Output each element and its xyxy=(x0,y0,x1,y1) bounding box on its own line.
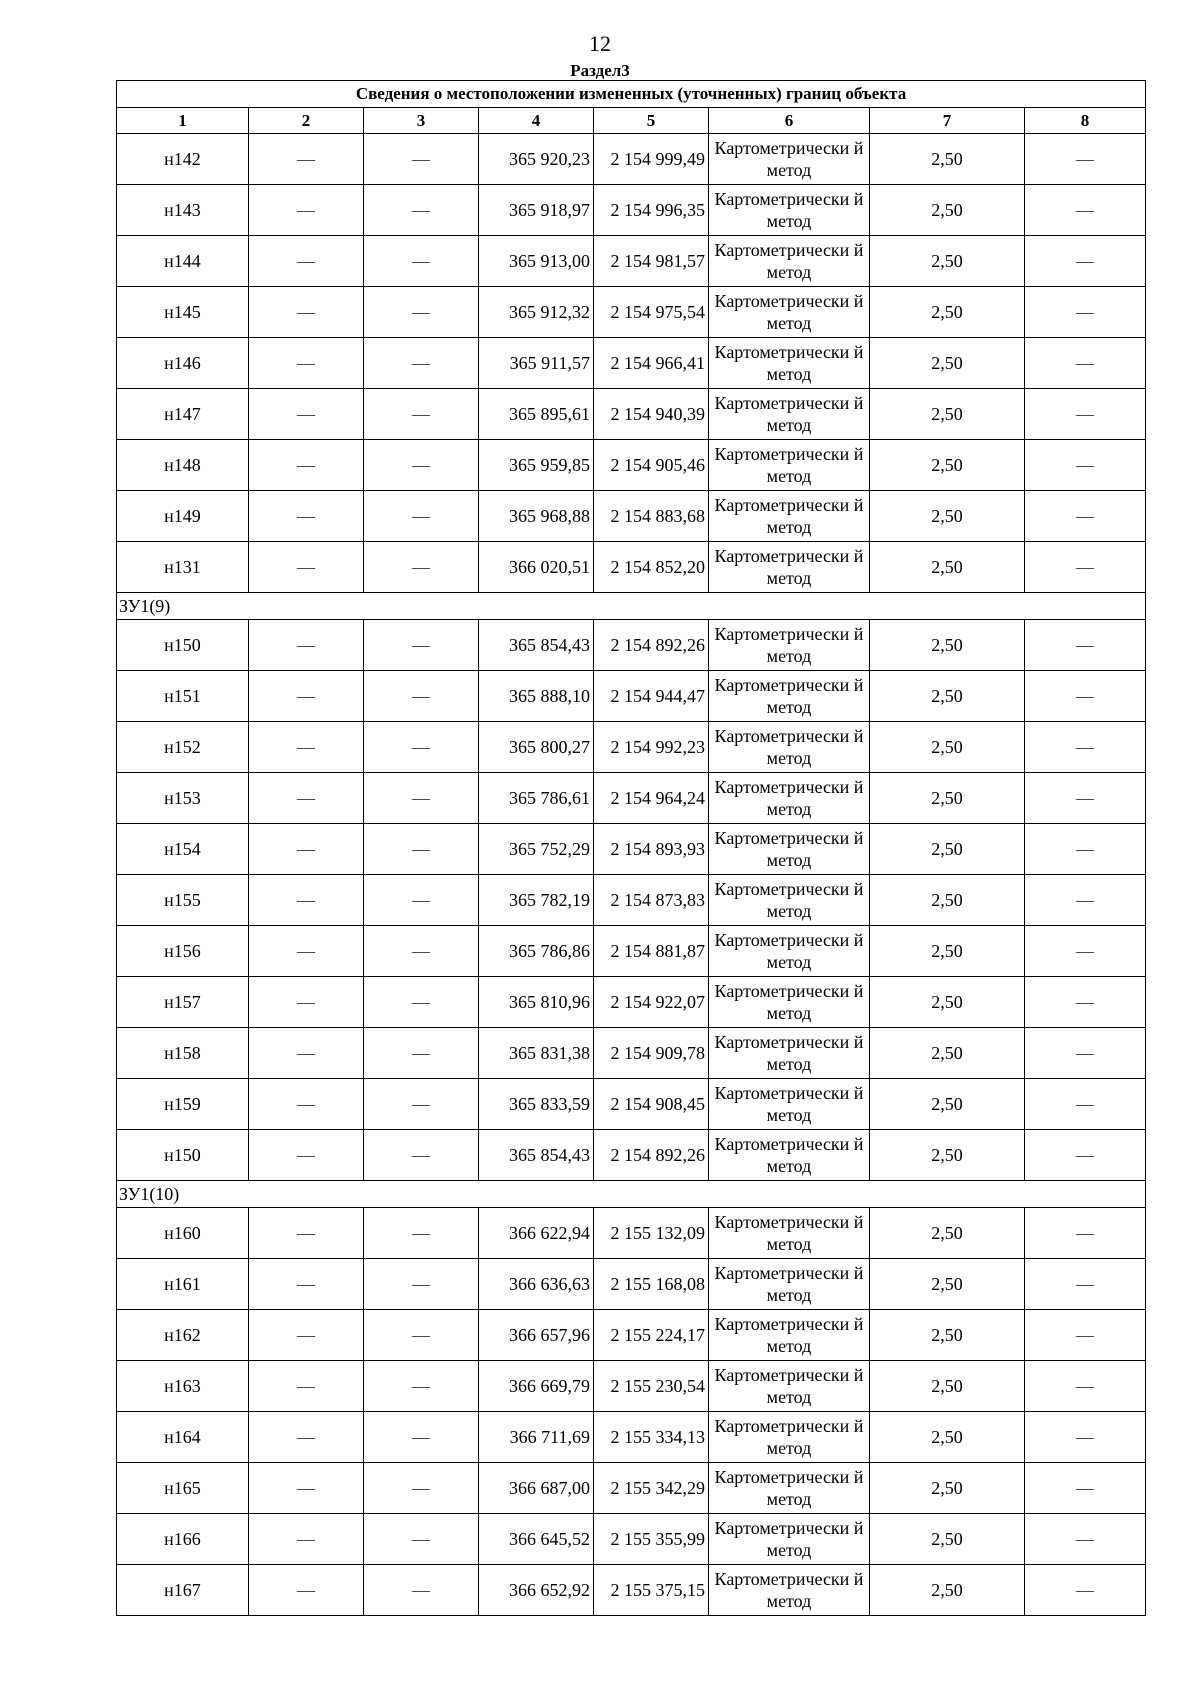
col3-cell: — xyxy=(364,338,479,389)
y-coordinate-cell: 2 154 883,68 xyxy=(594,491,709,542)
x-coordinate-cell: 366 622,94 xyxy=(479,1208,594,1259)
group-label: ЗУ1(10) xyxy=(117,1181,1146,1208)
x-coordinate-cell: 365 854,43 xyxy=(479,1130,594,1181)
col3-cell: — xyxy=(364,1208,479,1259)
col2-cell: — xyxy=(249,977,364,1028)
y-coordinate-cell: 2 154 922,07 xyxy=(594,977,709,1028)
point-id-cell: н144 xyxy=(117,236,249,287)
col3-cell: — xyxy=(364,440,479,491)
col8-cell: — xyxy=(1025,287,1146,338)
table-row xyxy=(117,1463,1146,1514)
x-coordinate-cell: 365 810,96 xyxy=(479,977,594,1028)
table-row xyxy=(117,491,1146,542)
col3-cell: — xyxy=(364,542,479,593)
accuracy-cell: 2,50 xyxy=(870,1412,1025,1463)
y-coordinate-cell: 2 154 981,57 xyxy=(594,236,709,287)
y-coordinate-cell: 2 154 966,41 xyxy=(594,338,709,389)
col8-cell: — xyxy=(1025,824,1146,875)
column-number: 8 xyxy=(1025,108,1146,134)
col3-cell: — xyxy=(364,824,479,875)
col2-cell: — xyxy=(249,1208,364,1259)
y-coordinate-cell: 2 155 375,15 xyxy=(594,1565,709,1616)
x-coordinate-cell: 365 888,10 xyxy=(479,671,594,722)
accuracy-cell: 2,50 xyxy=(870,440,1025,491)
table-row xyxy=(117,542,1146,593)
accuracy-cell: 2,50 xyxy=(870,1130,1025,1181)
col3-cell: — xyxy=(364,722,479,773)
col8-cell: — xyxy=(1025,1412,1146,1463)
method-cell: Картометрически й метод xyxy=(709,977,870,1028)
col3-cell: — xyxy=(364,977,479,1028)
col3-cell: — xyxy=(364,287,479,338)
point-id-cell: н158 xyxy=(117,1028,249,1079)
x-coordinate-cell: 365 782,19 xyxy=(479,875,594,926)
y-coordinate-cell: 2 154 881,87 xyxy=(594,926,709,977)
table-row xyxy=(117,1028,1146,1079)
point-id-cell: н166 xyxy=(117,1514,249,1565)
col8-cell: — xyxy=(1025,1361,1146,1412)
section-label: Раздел3 xyxy=(570,61,630,80)
y-coordinate-cell: 2 154 999,49 xyxy=(594,134,709,185)
col8-cell: — xyxy=(1025,671,1146,722)
method-cell: Картометрически й метод xyxy=(709,1259,870,1310)
group-label: ЗУ1(9) xyxy=(117,593,1146,620)
col8-cell: — xyxy=(1025,236,1146,287)
method-cell: Картометрически й метод xyxy=(709,722,870,773)
accuracy-cell: 2,50 xyxy=(870,1463,1025,1514)
col3-cell: — xyxy=(364,185,479,236)
table-row xyxy=(117,1130,1146,1181)
column-number: 3 xyxy=(364,108,479,134)
x-coordinate-cell: 365 800,27 xyxy=(479,722,594,773)
point-id-cell: н161 xyxy=(117,1259,249,1310)
accuracy-cell: 2,50 xyxy=(870,185,1025,236)
point-id-cell: н147 xyxy=(117,389,249,440)
accuracy-cell: 2,50 xyxy=(870,1208,1025,1259)
col3-cell: — xyxy=(364,1310,479,1361)
x-coordinate-cell: 365 959,85 xyxy=(479,440,594,491)
col2-cell: — xyxy=(249,1130,364,1181)
point-id-cell: н157 xyxy=(117,977,249,1028)
col2-cell: — xyxy=(249,287,364,338)
col2-cell: — xyxy=(249,1361,364,1412)
col8-cell: — xyxy=(1025,338,1146,389)
col3-cell: — xyxy=(364,1259,479,1310)
point-id-cell: н152 xyxy=(117,722,249,773)
method-cell: Картометрически й метод xyxy=(709,338,870,389)
method-cell: Картометрически й метод xyxy=(709,926,870,977)
col2-cell: — xyxy=(249,440,364,491)
point-id-cell: н146 xyxy=(117,338,249,389)
x-coordinate-cell: 366 645,52 xyxy=(479,1514,594,1565)
y-coordinate-cell: 2 155 224,17 xyxy=(594,1310,709,1361)
col2-cell: — xyxy=(249,338,364,389)
column-number: 2 xyxy=(249,108,364,134)
col8-cell: — xyxy=(1025,1079,1146,1130)
y-coordinate-cell: 2 155 230,54 xyxy=(594,1361,709,1412)
accuracy-cell: 2,50 xyxy=(870,542,1025,593)
col2-cell: — xyxy=(249,671,364,722)
col8-cell: — xyxy=(1025,620,1146,671)
method-cell: Картометрически й метод xyxy=(709,1028,870,1079)
col2-cell: — xyxy=(249,1514,364,1565)
col3-cell: — xyxy=(364,134,479,185)
y-coordinate-cell: 2 154 852,20 xyxy=(594,542,709,593)
method-cell: Картометрически й метод xyxy=(709,1412,870,1463)
col3-cell: — xyxy=(364,1361,479,1412)
y-coordinate-cell: 2 155 342,29 xyxy=(594,1463,709,1514)
point-id-cell: н164 xyxy=(117,1412,249,1463)
column-number: 4 xyxy=(479,108,594,134)
column-number: 1 xyxy=(117,108,249,134)
col2-cell: — xyxy=(249,491,364,542)
col8-cell: — xyxy=(1025,1514,1146,1565)
column-number: 5 xyxy=(594,108,709,134)
col2-cell: — xyxy=(249,1463,364,1514)
col8-cell: — xyxy=(1025,875,1146,926)
col3-cell: — xyxy=(364,1565,479,1616)
col8-cell: — xyxy=(1025,491,1146,542)
col8-cell: — xyxy=(1025,1208,1146,1259)
col8-cell: — xyxy=(1025,1028,1146,1079)
accuracy-cell: 2,50 xyxy=(870,875,1025,926)
x-coordinate-cell: 366 636,63 xyxy=(479,1259,594,1310)
y-coordinate-cell: 2 155 355,99 xyxy=(594,1514,709,1565)
method-cell: Картометрически й метод xyxy=(709,620,870,671)
table-row xyxy=(117,134,1146,185)
y-coordinate-cell: 2 155 132,09 xyxy=(594,1208,709,1259)
point-id-cell: н150 xyxy=(117,1130,249,1181)
y-coordinate-cell: 2 154 892,26 xyxy=(594,620,709,671)
col2-cell: — xyxy=(249,1079,364,1130)
col3-cell: — xyxy=(364,926,479,977)
method-cell: Картометрически й метод xyxy=(709,1361,870,1412)
accuracy-cell: 2,50 xyxy=(870,824,1025,875)
method-cell: Картометрически й метод xyxy=(709,389,870,440)
table-row xyxy=(117,824,1146,875)
table-row xyxy=(117,1259,1146,1310)
col2-cell: — xyxy=(249,1565,364,1616)
point-id-cell: н151 xyxy=(117,671,249,722)
table-caption: Сведения о местоположении измененных (уточненных) границ объекта xyxy=(117,81,1146,108)
accuracy-cell: 2,50 xyxy=(870,671,1025,722)
table-row xyxy=(117,1412,1146,1463)
point-id-cell: н165 xyxy=(117,1463,249,1514)
accuracy-cell: 2,50 xyxy=(870,722,1025,773)
accuracy-cell: 2,50 xyxy=(870,287,1025,338)
column-number: 7 xyxy=(870,108,1025,134)
col2-cell: — xyxy=(249,824,364,875)
col2-cell: — xyxy=(249,134,364,185)
col3-cell: — xyxy=(364,1514,479,1565)
col8-cell: — xyxy=(1025,722,1146,773)
method-cell: Картометрически й метод xyxy=(709,1079,870,1130)
col2-cell: — xyxy=(249,926,364,977)
col3-cell: — xyxy=(364,1412,479,1463)
col3-cell: — xyxy=(364,236,479,287)
point-id-cell: н167 xyxy=(117,1565,249,1616)
y-coordinate-cell: 2 154 893,93 xyxy=(594,824,709,875)
col8-cell: — xyxy=(1025,1565,1146,1616)
table-row xyxy=(117,185,1146,236)
col8-cell: — xyxy=(1025,542,1146,593)
col2-cell: — xyxy=(249,236,364,287)
table-row xyxy=(117,287,1146,338)
table-row xyxy=(117,1361,1146,1412)
col3-cell: — xyxy=(364,491,479,542)
point-id-cell: н156 xyxy=(117,926,249,977)
method-cell: Картометрически й метод xyxy=(709,1208,870,1259)
col8-cell: — xyxy=(1025,389,1146,440)
col2-cell: — xyxy=(249,1028,364,1079)
table-row xyxy=(117,722,1146,773)
x-coordinate-cell: 366 657,96 xyxy=(479,1310,594,1361)
boundary-coordinates-table xyxy=(116,80,1146,1616)
col8-cell: — xyxy=(1025,134,1146,185)
y-coordinate-cell: 2 155 168,08 xyxy=(594,1259,709,1310)
group-header-row xyxy=(117,593,1146,620)
table-row xyxy=(117,1565,1146,1616)
method-cell: Картометрически й метод xyxy=(709,1463,870,1514)
col3-cell: — xyxy=(364,389,479,440)
y-coordinate-cell: 2 154 909,78 xyxy=(594,1028,709,1079)
x-coordinate-cell: 366 687,00 xyxy=(479,1463,594,1514)
x-coordinate-cell: 365 913,00 xyxy=(479,236,594,287)
col8-cell: — xyxy=(1025,1259,1146,1310)
col8-cell: — xyxy=(1025,440,1146,491)
col8-cell: — xyxy=(1025,977,1146,1028)
col2-cell: — xyxy=(249,875,364,926)
y-coordinate-cell: 2 154 975,54 xyxy=(594,287,709,338)
point-id-cell: н148 xyxy=(117,440,249,491)
table-row xyxy=(117,1079,1146,1130)
y-coordinate-cell: 2 154 940,39 xyxy=(594,389,709,440)
method-cell: Картометрически й метод xyxy=(709,491,870,542)
y-coordinate-cell: 2 154 905,46 xyxy=(594,440,709,491)
x-coordinate-cell: 365 786,61 xyxy=(479,773,594,824)
column-number-row xyxy=(117,108,1146,134)
point-id-cell: н149 xyxy=(117,491,249,542)
accuracy-cell: 2,50 xyxy=(870,1514,1025,1565)
point-id-cell: н150 xyxy=(117,620,249,671)
y-coordinate-cell: 2 154 992,23 xyxy=(594,722,709,773)
point-id-cell: н143 xyxy=(117,185,249,236)
col2-cell: — xyxy=(249,722,364,773)
col8-cell: — xyxy=(1025,1130,1146,1181)
method-cell: Картометрически й метод xyxy=(709,134,870,185)
point-id-cell: н145 xyxy=(117,287,249,338)
x-coordinate-cell: 365 831,38 xyxy=(479,1028,594,1079)
x-coordinate-cell: 365 854,43 xyxy=(479,620,594,671)
table-row xyxy=(117,389,1146,440)
method-cell: Картометрически й метод xyxy=(709,824,870,875)
table-row xyxy=(117,671,1146,722)
col3-cell: — xyxy=(364,1028,479,1079)
table-row xyxy=(117,1208,1146,1259)
x-coordinate-cell: 366 711,69 xyxy=(479,1412,594,1463)
method-cell: Картометрически й метод xyxy=(709,1565,870,1616)
accuracy-cell: 2,50 xyxy=(870,773,1025,824)
x-coordinate-cell: 365 918,97 xyxy=(479,185,594,236)
x-coordinate-cell: 366 669,79 xyxy=(479,1361,594,1412)
y-coordinate-cell: 2 154 908,45 xyxy=(594,1079,709,1130)
accuracy-cell: 2,50 xyxy=(870,1028,1025,1079)
method-cell: Картометрически й метод xyxy=(709,875,870,926)
col2-cell: — xyxy=(249,773,364,824)
col3-cell: — xyxy=(364,1130,479,1181)
col2-cell: — xyxy=(249,1310,364,1361)
table-row xyxy=(117,236,1146,287)
x-coordinate-cell: 365 833,59 xyxy=(479,1079,594,1130)
accuracy-cell: 2,50 xyxy=(870,926,1025,977)
column-number: 6 xyxy=(709,108,870,134)
method-cell: Картометрически й метод xyxy=(709,542,870,593)
y-coordinate-cell: 2 154 944,47 xyxy=(594,671,709,722)
col3-cell: — xyxy=(364,875,479,926)
point-id-cell: н142 xyxy=(117,134,249,185)
point-id-cell: н160 xyxy=(117,1208,249,1259)
accuracy-cell: 2,50 xyxy=(870,1565,1025,1616)
col2-cell: — xyxy=(249,1259,364,1310)
table-row xyxy=(117,977,1146,1028)
x-coordinate-cell: 365 911,57 xyxy=(479,338,594,389)
accuracy-cell: 2,50 xyxy=(870,389,1025,440)
point-id-cell: н162 xyxy=(117,1310,249,1361)
accuracy-cell: 2,50 xyxy=(870,491,1025,542)
group-header-row xyxy=(117,1181,1146,1208)
accuracy-cell: 2,50 xyxy=(870,977,1025,1028)
method-cell: Картометрически й метод xyxy=(709,1310,870,1361)
accuracy-cell: 2,50 xyxy=(870,1079,1025,1130)
point-id-cell: н154 xyxy=(117,824,249,875)
method-cell: Картометрически й метод xyxy=(709,287,870,338)
x-coordinate-cell: 365 752,29 xyxy=(479,824,594,875)
y-coordinate-cell: 2 154 996,35 xyxy=(594,185,709,236)
col3-cell: — xyxy=(364,1463,479,1514)
x-coordinate-cell: 365 920,23 xyxy=(479,134,594,185)
col2-cell: — xyxy=(249,620,364,671)
point-id-cell: н159 xyxy=(117,1079,249,1130)
table-row xyxy=(117,620,1146,671)
table-row xyxy=(117,875,1146,926)
method-cell: Картометрически й метод xyxy=(709,185,870,236)
col3-cell: — xyxy=(364,773,479,824)
y-coordinate-cell: 2 154 873,83 xyxy=(594,875,709,926)
accuracy-cell: 2,50 xyxy=(870,134,1025,185)
accuracy-cell: 2,50 xyxy=(870,1361,1025,1412)
table-row xyxy=(117,440,1146,491)
col8-cell: — xyxy=(1025,926,1146,977)
x-coordinate-cell: 366 652,92 xyxy=(479,1565,594,1616)
method-cell: Картометрически й метод xyxy=(709,236,870,287)
table-caption-row xyxy=(117,81,1146,108)
method-cell: Картометрически й метод xyxy=(709,1514,870,1565)
accuracy-cell: 2,50 xyxy=(870,1259,1025,1310)
col2-cell: — xyxy=(249,542,364,593)
accuracy-cell: 2,50 xyxy=(870,1310,1025,1361)
point-id-cell: н155 xyxy=(117,875,249,926)
table-row xyxy=(117,1310,1146,1361)
table-row xyxy=(117,1514,1146,1565)
col3-cell: — xyxy=(364,620,479,671)
y-coordinate-cell: 2 155 334,13 xyxy=(594,1412,709,1463)
point-id-cell: н153 xyxy=(117,773,249,824)
table-row xyxy=(117,773,1146,824)
x-coordinate-cell: 366 020,51 xyxy=(479,542,594,593)
col8-cell: — xyxy=(1025,185,1146,236)
x-coordinate-cell: 365 968,88 xyxy=(479,491,594,542)
method-cell: Картометрически й метод xyxy=(709,773,870,824)
col2-cell: — xyxy=(249,185,364,236)
point-id-cell: н163 xyxy=(117,1361,249,1412)
x-coordinate-cell: 365 912,32 xyxy=(479,287,594,338)
point-id-cell: н131 xyxy=(117,542,249,593)
x-coordinate-cell: 365 786,86 xyxy=(479,926,594,977)
col8-cell: — xyxy=(1025,1310,1146,1361)
accuracy-cell: 2,50 xyxy=(870,620,1025,671)
table-row xyxy=(117,926,1146,977)
method-cell: Картометрически й метод xyxy=(709,1130,870,1181)
page-number: 12 xyxy=(589,31,611,56)
col2-cell: — xyxy=(249,389,364,440)
accuracy-cell: 2,50 xyxy=(870,338,1025,389)
y-coordinate-cell: 2 154 964,24 xyxy=(594,773,709,824)
method-cell: Картометрически й метод xyxy=(709,671,870,722)
col8-cell: — xyxy=(1025,773,1146,824)
accuracy-cell: 2,50 xyxy=(870,236,1025,287)
method-cell: Картометрически й метод xyxy=(709,440,870,491)
col3-cell: — xyxy=(364,671,479,722)
col8-cell: — xyxy=(1025,1463,1146,1514)
col2-cell: — xyxy=(249,1412,364,1463)
table-row xyxy=(117,338,1146,389)
col3-cell: — xyxy=(364,1079,479,1130)
y-coordinate-cell: 2 154 892,26 xyxy=(594,1130,709,1181)
x-coordinate-cell: 365 895,61 xyxy=(479,389,594,440)
